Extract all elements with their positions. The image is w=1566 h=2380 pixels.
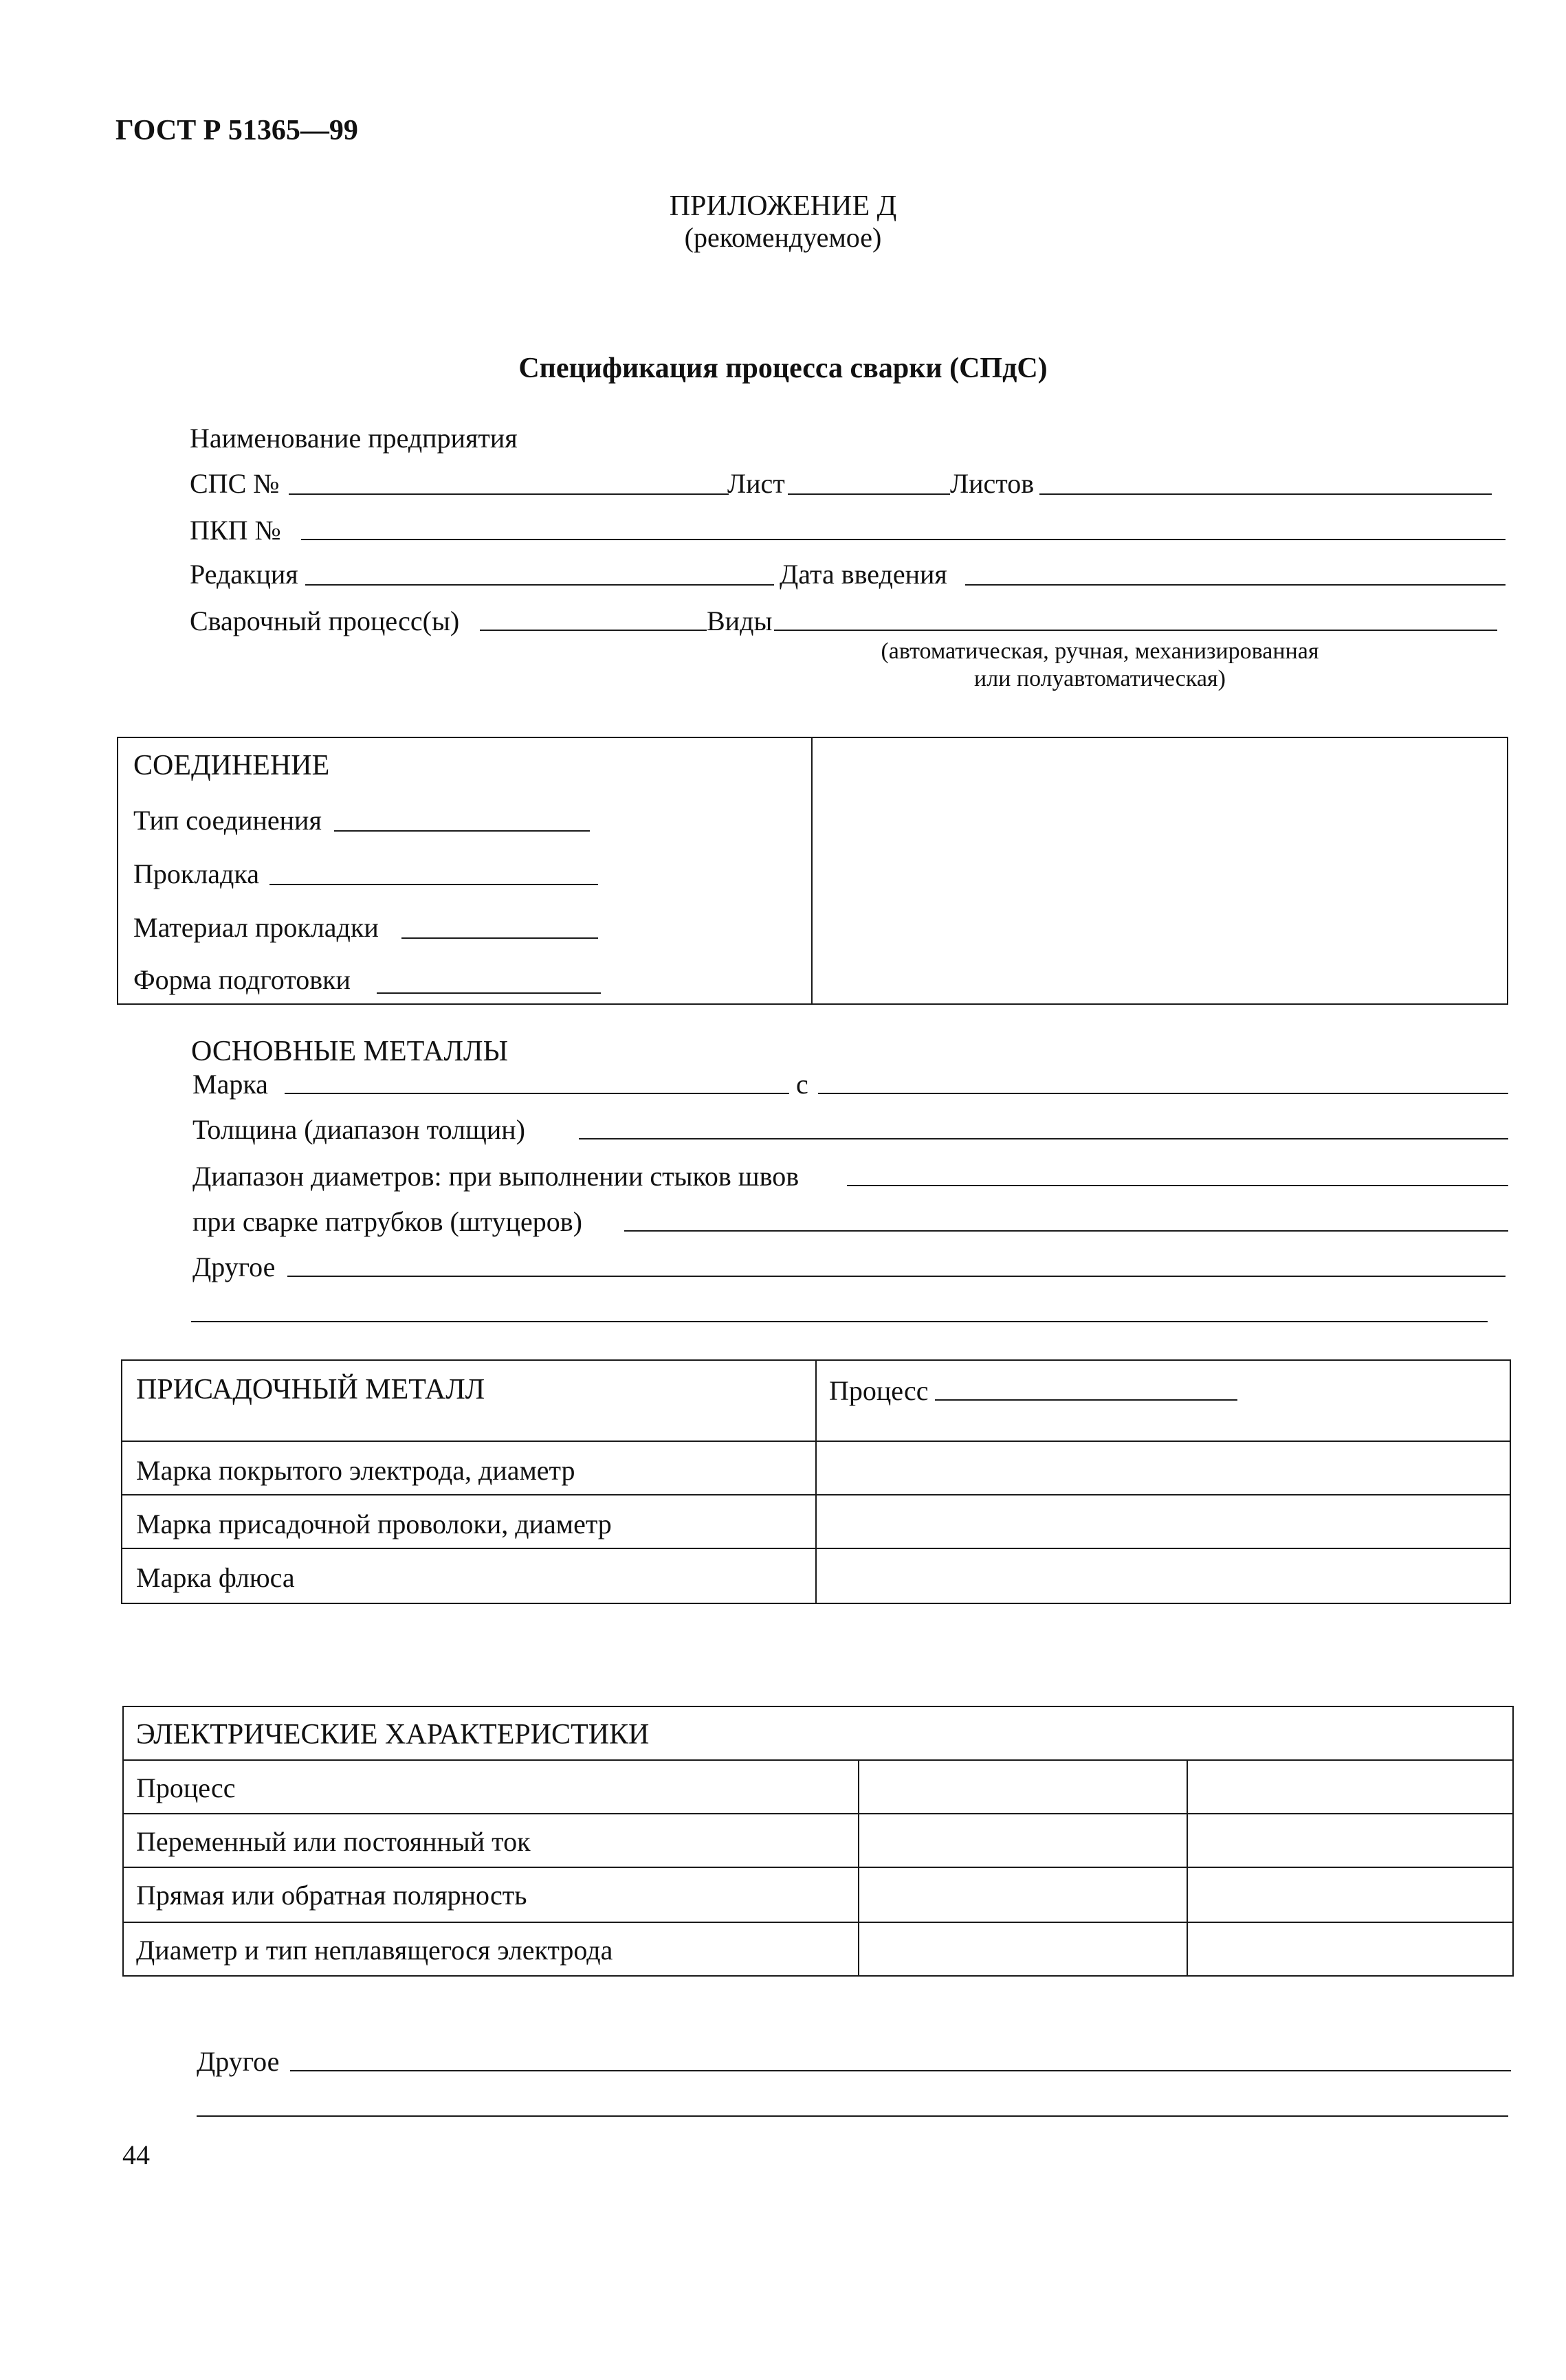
electrical-divider bbox=[858, 1759, 859, 1977]
joint-type-field[interactable] bbox=[334, 830, 590, 832]
appendix-subtitle: (рекомендуемое) bbox=[684, 222, 882, 253]
filler-value-cell[interactable] bbox=[818, 1443, 1508, 1493]
types-field[interactable] bbox=[774, 630, 1497, 631]
pkp-number-label: ПКП № bbox=[190, 515, 281, 546]
electrical-row-line bbox=[122, 1759, 1514, 1761]
backing-label: Прокладка bbox=[133, 858, 259, 889]
pkp-number-field[interactable] bbox=[301, 539, 1506, 540]
footer-other-label: Другое bbox=[197, 2046, 280, 2077]
electrical-divider bbox=[1187, 1759, 1188, 1977]
electrical-row-label: Процесс bbox=[136, 1772, 236, 1803]
welding-process-field[interactable] bbox=[480, 630, 707, 631]
types-label: Виды bbox=[707, 605, 773, 636]
grade-with-field[interactable] bbox=[818, 1093, 1508, 1094]
types-note-line-2: или полуавтоматическая) bbox=[974, 666, 1226, 691]
edition-field[interactable] bbox=[305, 584, 774, 586]
nozzle-label: при сварке патрубков (штуцеров) bbox=[192, 1206, 582, 1237]
base-other-field[interactable] bbox=[287, 1276, 1506, 1277]
joint-divider bbox=[811, 737, 813, 1005]
thickness-label: Толщина (диапазон толщин) bbox=[192, 1114, 525, 1145]
sheet-label: Лист bbox=[727, 468, 785, 499]
company-name-label: Наименование предприятия bbox=[190, 423, 518, 454]
electrical-row-line bbox=[122, 1922, 1514, 1923]
diameter-range-field[interactable] bbox=[847, 1185, 1508, 1186]
backing-material-label: Материал прокладки bbox=[133, 912, 379, 943]
filler-row-label: Марка присадочной проволоки, диаметр bbox=[136, 1509, 612, 1539]
electrical-title: ЭЛЕКТРИЧЕСКИЕ ХАРАКТЕРИСТИКИ bbox=[136, 1719, 650, 1750]
sheets-label: Листов bbox=[950, 468, 1035, 499]
preparation-form-field[interactable] bbox=[377, 992, 601, 994]
electrical-row-label: Переменный или постоянный ток bbox=[136, 1826, 531, 1857]
standard-number: ГОСТ Р 51365—99 bbox=[115, 115, 358, 146]
electrical-row-line bbox=[122, 1813, 1514, 1814]
preparation-form-label: Форма подготовки bbox=[133, 964, 351, 995]
joint-sketch-area[interactable] bbox=[815, 741, 1504, 1001]
electrical-row-line bbox=[122, 1867, 1514, 1868]
page-number: 44 bbox=[122, 2139, 150, 2170]
types-note-line-1: (автоматическая, ручная, механизированная bbox=[881, 638, 1319, 664]
grade-label: Марка bbox=[192, 1069, 268, 1100]
joint-type-label: Тип соединения bbox=[133, 805, 322, 836]
base-other-field-2[interactable] bbox=[191, 1321, 1488, 1322]
filler-value-cell[interactable] bbox=[818, 1497, 1508, 1546]
base-metals-title: ОСНОВНЫЕ МЕТАЛЛЫ bbox=[191, 1036, 509, 1067]
nozzle-field[interactable] bbox=[624, 1230, 1508, 1232]
filler-row-label: Марка покрытого электрода, диаметр bbox=[136, 1455, 575, 1486]
electrical-row-label: Диаметр и тип неплавящегося электрода bbox=[136, 1935, 613, 1966]
filler-process-label: Процесс bbox=[829, 1375, 929, 1406]
grade-field[interactable] bbox=[285, 1093, 789, 1094]
base-other-label: Другое bbox=[192, 1252, 276, 1282]
filler-row-line bbox=[121, 1441, 1511, 1442]
thickness-field[interactable] bbox=[579, 1138, 1508, 1139]
sheets-field[interactable] bbox=[1039, 493, 1492, 495]
sps-number-field[interactable] bbox=[289, 493, 729, 495]
document-title: Спецификация процесса сварки (СПдС) bbox=[518, 353, 1048, 384]
sps-number-label: СПС № bbox=[190, 468, 280, 499]
appendix-title: ПРИЛОЖЕНИЕ Д bbox=[669, 190, 897, 222]
filler-row-line bbox=[121, 1494, 1511, 1495]
backing-material-field[interactable] bbox=[401, 937, 598, 939]
welding-process-label: Сварочный процесс(ы) bbox=[190, 605, 460, 636]
with-label: с bbox=[796, 1069, 808, 1100]
footer-other-field[interactable] bbox=[290, 2070, 1511, 2071]
filler-divider bbox=[815, 1359, 817, 1604]
introduction-date-label: Дата введения bbox=[780, 559, 947, 590]
diameter-range-label: Диапазон диаметров: при выполнении стыков швов bbox=[192, 1161, 799, 1192]
sheet-field[interactable] bbox=[788, 493, 950, 495]
backing-field[interactable] bbox=[269, 884, 598, 885]
electrical-row-label: Прямая или обратная полярность bbox=[136, 1880, 527, 1911]
filler-metal-title: ПРИСАДОЧНЫЙ МЕТАЛЛ bbox=[136, 1374, 485, 1405]
footer-other-field-2[interactable] bbox=[197, 2115, 1508, 2117]
filler-row-label: Марка флюса bbox=[136, 1562, 295, 1593]
filler-value-cell[interactable] bbox=[818, 1550, 1508, 1601]
edition-label: Редакция bbox=[190, 559, 298, 590]
filler-process-field[interactable] bbox=[935, 1399, 1237, 1401]
filler-row-line bbox=[121, 1548, 1511, 1549]
introduction-date-field[interactable] bbox=[965, 584, 1506, 586]
joint-title: СОЕДИНЕНИЕ bbox=[133, 750, 330, 781]
